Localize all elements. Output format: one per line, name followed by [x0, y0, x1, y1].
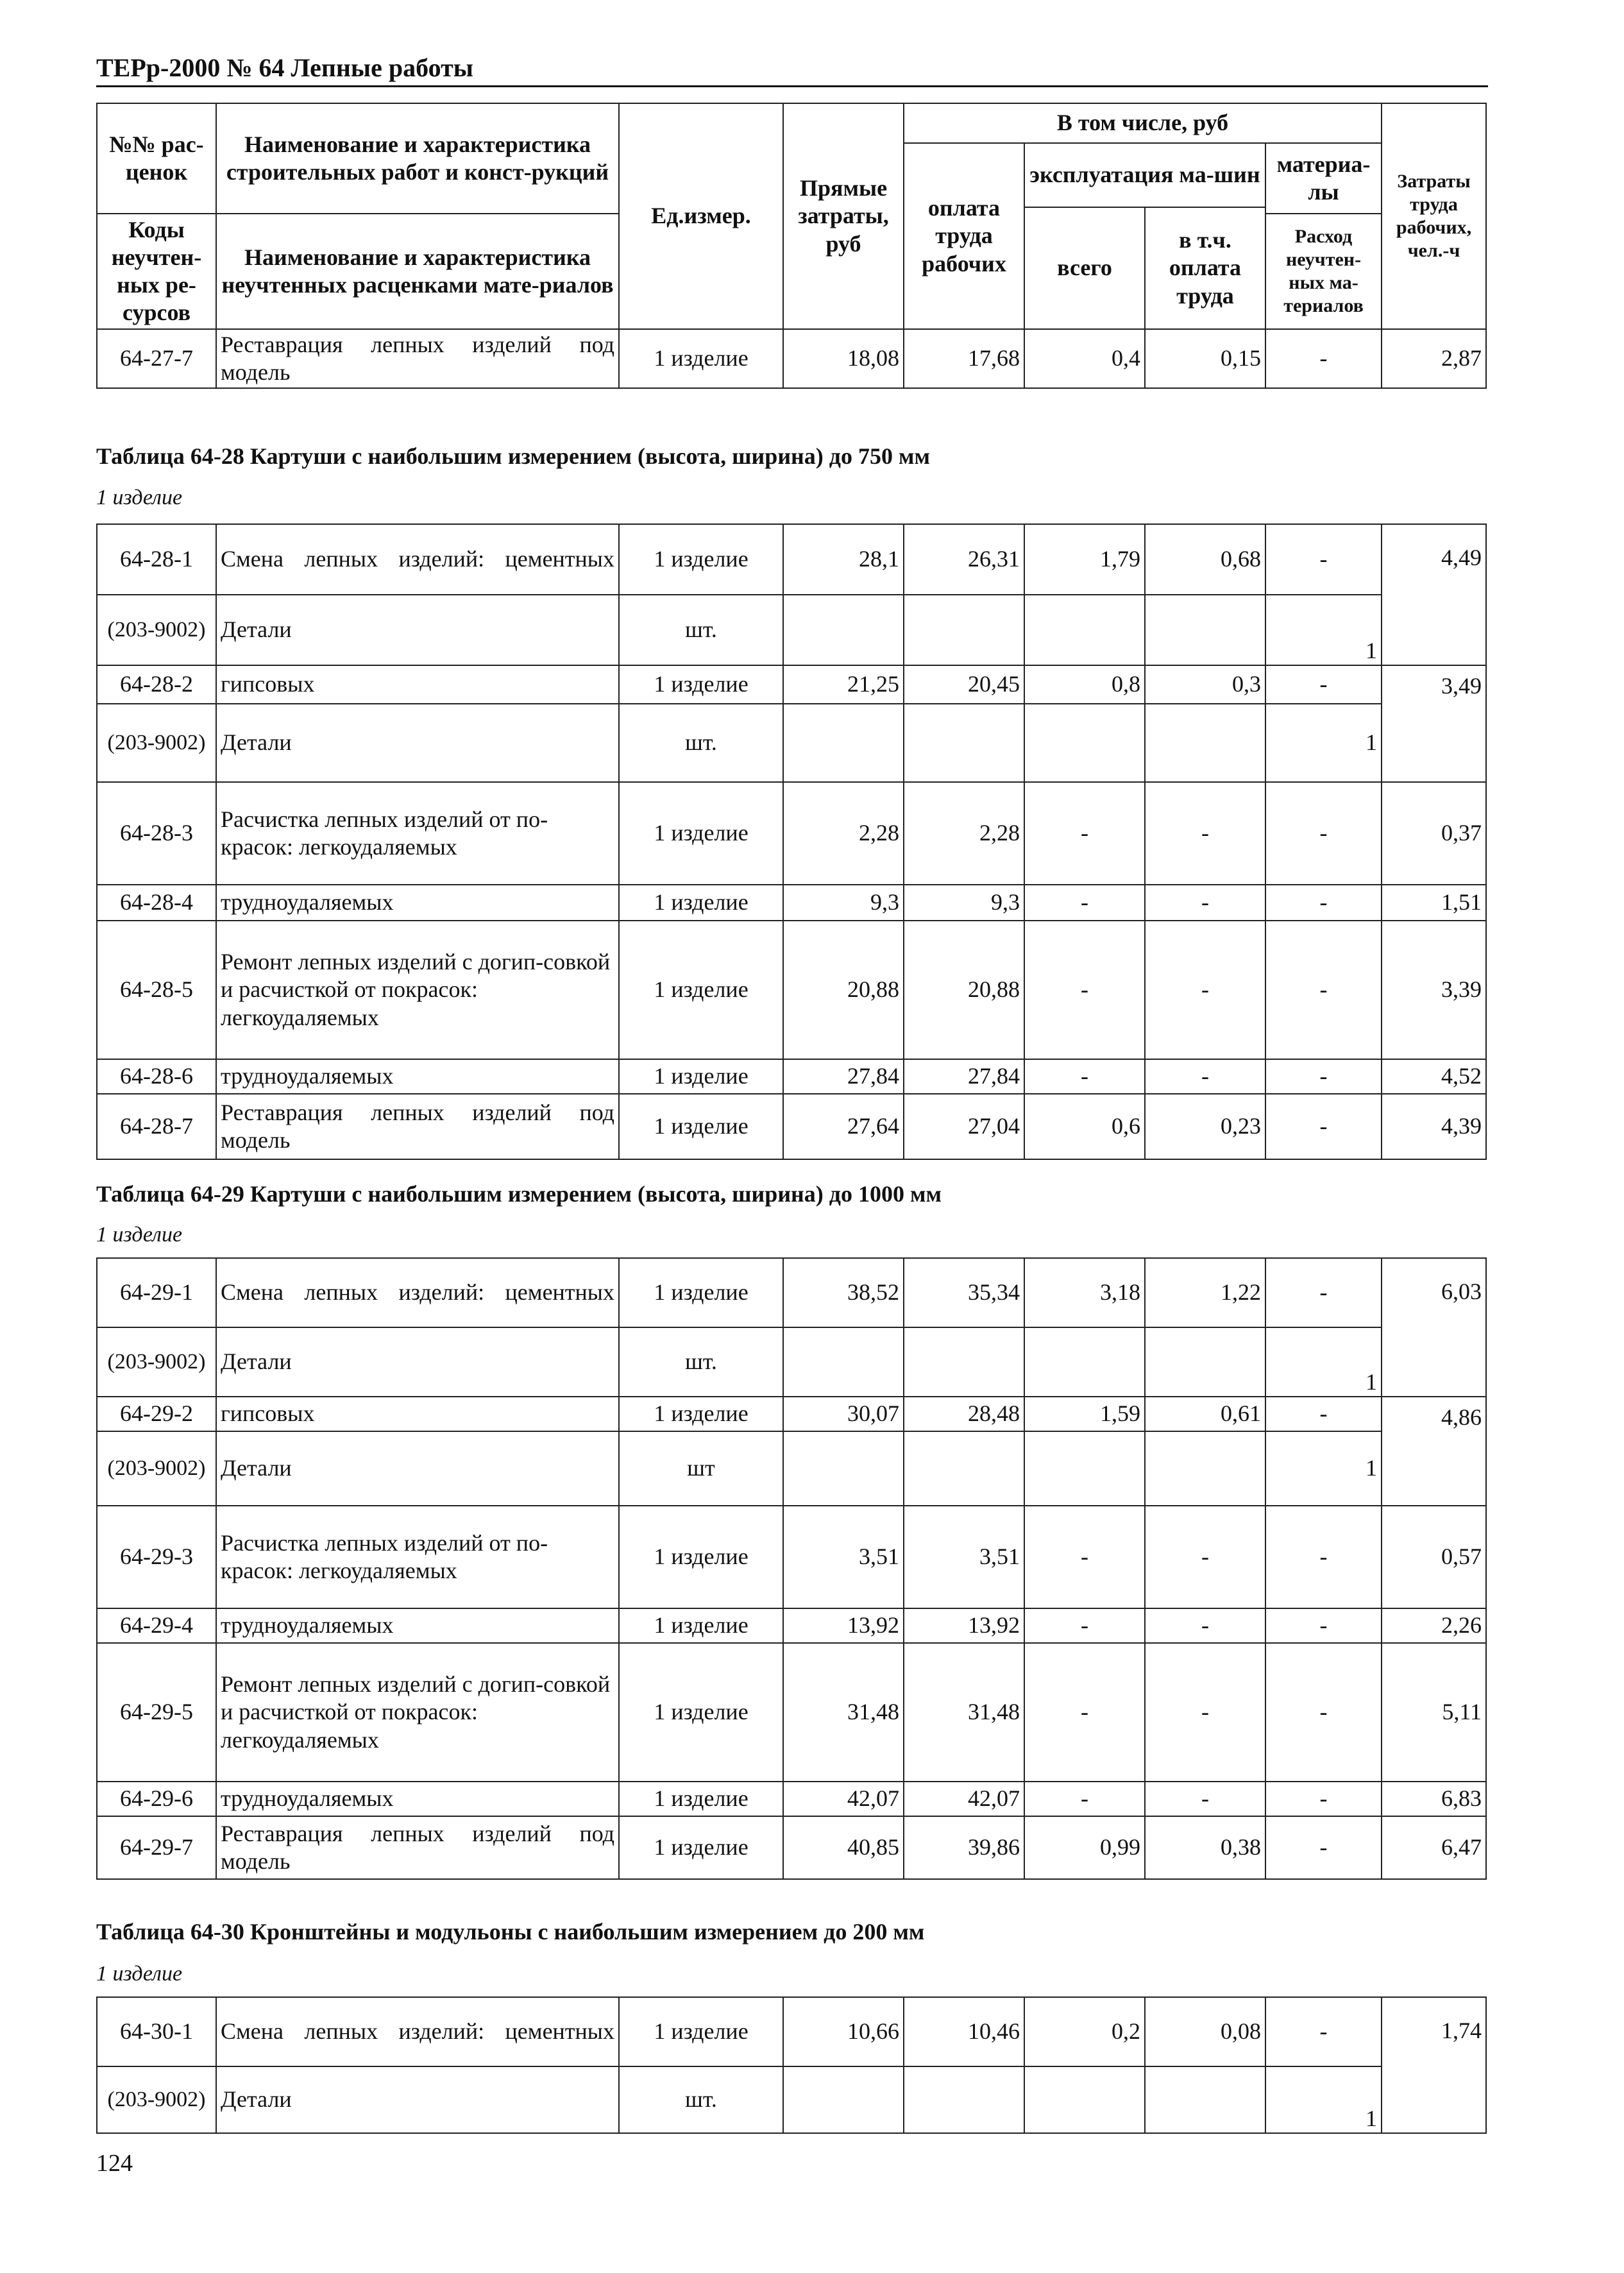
work-name: Смена лепных изделий: цементных [216, 524, 619, 595]
rate-code: 64-28-2 [97, 665, 216, 704]
work-name: Смена лепных изделий: цементных [216, 1258, 619, 1327]
table-row [97, 595, 1486, 665]
work-name: Смена лепных изделий: цементных [216, 1997, 619, 2066]
rate-code: 64-28-6 [97, 1059, 216, 1094]
unit: 1 изделие [619, 921, 783, 1059]
machine-cost: 0,8 [1024, 665, 1145, 704]
work-name: гипсовых [216, 1397, 619, 1431]
direct-cost: 30,07 [783, 1397, 904, 1431]
material-cost: - [1265, 1506, 1382, 1608]
col-code-header: №№ рас-ценок [97, 103, 216, 214]
work-name: Расчистка лепных изделий от по-красок: легкоудаляемых [216, 1506, 619, 1608]
table-row [97, 1643, 1486, 1782]
labor-cost: 10,46 [904, 1997, 1024, 2066]
labor-cost: 27,04 [904, 1094, 1024, 1159]
col-material-name-header: Наименование и характеристика неучтенных расценками мате-риалов [216, 214, 619, 329]
labor-cost: 28,48 [904, 1397, 1024, 1431]
table-row [97, 1258, 1486, 1327]
labor-cost: 20,45 [904, 665, 1024, 704]
table-row [97, 885, 1486, 921]
rate-code: 64-29-3 [97, 1506, 216, 1608]
labor-hours: 1,51 [1382, 885, 1486, 921]
labor-cost: 17,68 [904, 329, 1024, 388]
labor-hours: 0,57 [1382, 1506, 1486, 1608]
page-number: 124 [96, 2150, 133, 2177]
page-header: ТЕРр-2000 № 64 Лепные работы [96, 53, 1488, 87]
machine-cost: - [1024, 782, 1145, 885]
direct-cost: 27,64 [783, 1094, 904, 1159]
direct-cost: 42,07 [783, 1782, 904, 1816]
material-cost: - [1265, 1258, 1382, 1327]
labor-hours: 3,39 [1382, 921, 1486, 1059]
material-qty: 1 [1265, 704, 1382, 782]
col-resource-code-header: Коды неучтен-ных ре-сурсов [97, 214, 216, 329]
labor-hours: 6,03 [1382, 1258, 1486, 1397]
labor-cost: 42,07 [904, 1782, 1024, 1816]
table-64-29 [96, 1257, 1487, 1880]
machine-cost: 0,99 [1024, 1816, 1145, 1879]
table-unit: 1 изделие [96, 486, 183, 509]
material-cost: - [1265, 665, 1382, 704]
col-machines-labor-header: в т.ч. оплата труда [1145, 207, 1265, 329]
work-name: гипсовых [216, 665, 619, 704]
machine-labor-cost: - [1145, 1059, 1265, 1094]
material-cost: - [1265, 1397, 1382, 1431]
machine-cost: - [1024, 1782, 1145, 1816]
col-materials-header: материа-лы [1265, 143, 1382, 214]
table-title: Таблица 64-30 Кронштейны и модульоны с наибольшим измерением до 200 мм [96, 1919, 925, 1945]
table-unit: 1 изделие [96, 1223, 183, 1247]
work-name: трудноудаляемых [216, 885, 619, 921]
table-row [97, 921, 1486, 1059]
direct-cost: 38,52 [783, 1258, 904, 1327]
material-qty: 1 [1265, 595, 1382, 665]
unit: 1 изделие [619, 782, 783, 885]
unit: 1 изделие [619, 329, 783, 388]
col-labor-header: оплата труда рабочих [904, 143, 1024, 329]
direct-cost: 9,3 [783, 885, 904, 921]
direct-cost: 20,88 [783, 921, 904, 1059]
labor-hours: 4,39 [1382, 1094, 1486, 1159]
work-name: Ремонт лепных изделий с догип-совкой и расчисткой от покрасок: легкоудаляемых [216, 921, 619, 1059]
col-unit-header: Ед.измер. [619, 103, 783, 329]
material-name: Детали [216, 595, 619, 665]
work-name: Реставрация лепных изделий под модель [216, 1816, 619, 1879]
labor-hours: 2,26 [1382, 1608, 1486, 1643]
material-cost: - [1265, 1094, 1382, 1159]
table-unit: 1 изделие [96, 1962, 183, 1986]
labor-cost: 2,28 [904, 782, 1024, 885]
machine-labor-cost: 0,08 [1145, 1997, 1265, 2066]
table-64-28 [96, 524, 1487, 1160]
material-cost: - [1265, 524, 1382, 595]
rate-code: 64-28-3 [97, 782, 216, 885]
resource-code: (203-9002) [97, 2066, 216, 2133]
material-name: Детали [216, 704, 619, 782]
rate-code: 64-29-2 [97, 1397, 216, 1431]
direct-cost: 2,28 [783, 782, 904, 885]
table-row [97, 1094, 1486, 1159]
unit: 1 изделие [619, 524, 783, 595]
labor-cost: 35,34 [904, 1258, 1024, 1327]
labor-cost: 27,84 [904, 1059, 1024, 1094]
unit: 1 изделие [619, 1059, 783, 1094]
table-row [97, 329, 1486, 388]
direct-cost: 31,48 [783, 1643, 904, 1782]
work-name: Реставрация лепных изделий под модель [216, 329, 619, 388]
table-row [97, 665, 1486, 704]
unit: 1 изделие [619, 1506, 783, 1608]
col-name-header: Наименование и характеристика строительных работ и конст-рукций [216, 103, 619, 214]
table-row [97, 1997, 1486, 2066]
unit: 1 изделие [619, 1397, 783, 1431]
rate-code: 64-29-4 [97, 1608, 216, 1643]
rate-code: 64-27-7 [97, 329, 216, 388]
table-row [97, 1397, 1486, 1431]
labor-hours: 0,37 [1382, 782, 1486, 885]
col-machines-total-header: всего [1024, 207, 1145, 329]
material-cost: - [1265, 329, 1382, 388]
work-name: Реставрация лепных изделий под модель [216, 1094, 619, 1159]
machine-cost: - [1024, 1059, 1145, 1094]
machine-cost: 1,79 [1024, 524, 1145, 595]
machine-cost: 1,59 [1024, 1397, 1145, 1431]
machine-cost: 3,18 [1024, 1258, 1145, 1327]
table-title: Таблица 64-28 Картуши с наибольшим измерением (высота, ширина) до 750 мм [96, 443, 931, 469]
rate-code: 64-29-7 [97, 1816, 216, 1879]
machine-labor-cost: 0,38 [1145, 1816, 1265, 1879]
unit: шт. [619, 2066, 783, 2133]
table-row [97, 1782, 1486, 1816]
machine-labor-cost: - [1145, 921, 1265, 1059]
rate-code: 64-28-7 [97, 1094, 216, 1159]
labor-cost: 9,3 [904, 885, 1024, 921]
table-row [97, 1506, 1486, 1608]
rate-code: 64-30-1 [97, 1997, 216, 2066]
direct-cost: 13,92 [783, 1608, 904, 1643]
unit: 1 изделие [619, 1258, 783, 1327]
machine-cost: - [1024, 921, 1145, 1059]
material-cost: - [1265, 782, 1382, 885]
machine-cost: - [1024, 1608, 1145, 1643]
table-64-30 [96, 1996, 1487, 2134]
resource-code: (203-9002) [97, 1327, 216, 1397]
labor-cost: 39,86 [904, 1816, 1024, 1879]
material-cost: - [1265, 1997, 1382, 2066]
direct-cost: 18,08 [783, 329, 904, 388]
unit: 1 изделие [619, 1816, 783, 1879]
table-row [97, 524, 1486, 595]
unit: шт. [619, 1327, 783, 1397]
direct-cost: 10,66 [783, 1997, 904, 2066]
direct-cost: 40,85 [783, 1816, 904, 1879]
col-materials-sub-header: Расход неучтен-ных ма-териалов [1265, 214, 1382, 329]
material-qty: 1 [1265, 1431, 1382, 1506]
unit: 1 изделие [619, 1643, 783, 1782]
machine-labor-cost: - [1145, 885, 1265, 921]
table-row [97, 1431, 1486, 1506]
resource-code: (203-9002) [97, 1431, 216, 1506]
material-cost: - [1265, 1608, 1382, 1643]
labor-hours: 5,11 [1382, 1643, 1486, 1782]
unit: 1 изделие [619, 1094, 783, 1159]
rate-code: 64-29-1 [97, 1258, 216, 1327]
work-name: Расчистка лепных изделий от по-красок: легкоудаляемых [216, 782, 619, 885]
table-row [97, 782, 1486, 885]
labor-hours: 4,49 [1382, 524, 1486, 665]
labor-hours: 1,74 [1382, 1997, 1486, 2133]
machine-labor-cost: - [1145, 1782, 1265, 1816]
rate-code: 64-29-5 [97, 1643, 216, 1782]
labor-cost: 31,48 [904, 1643, 1024, 1782]
material-cost: - [1265, 1643, 1382, 1782]
machine-labor-cost: 0,61 [1145, 1397, 1265, 1431]
table-row [97, 1816, 1486, 1879]
unit: 1 изделие [619, 885, 783, 921]
material-qty: 1 [1265, 2066, 1382, 2133]
rate-code: 64-28-1 [97, 524, 216, 595]
material-cost: - [1265, 1816, 1382, 1879]
labor-hours: 4,52 [1382, 1059, 1486, 1094]
machine-cost: - [1024, 1643, 1145, 1782]
material-cost: - [1265, 921, 1382, 1059]
machine-labor-cost: - [1145, 1506, 1265, 1608]
labor-cost: 13,92 [904, 1608, 1024, 1643]
labor-hours: 4,86 [1382, 1397, 1486, 1506]
rate-code: 64-28-5 [97, 921, 216, 1059]
material-name: Детали [216, 1327, 619, 1397]
unit: 1 изделие [619, 1782, 783, 1816]
work-name: трудноудаляемых [216, 1059, 619, 1094]
machine-labor-cost: 0,15 [1145, 329, 1265, 388]
col-direct-header: Прямые затраты, руб [783, 103, 904, 329]
material-qty: 1 [1265, 1327, 1382, 1397]
material-name: Детали [216, 2066, 619, 2133]
unit: 1 изделие [619, 665, 783, 704]
header-table [96, 103, 1487, 389]
labor-cost: 3,51 [904, 1506, 1024, 1608]
work-name: трудноудаляемых [216, 1782, 619, 1816]
labor-hours: 6,83 [1382, 1782, 1486, 1816]
material-name: Детали [216, 1431, 619, 1506]
direct-cost: 27,84 [783, 1059, 904, 1094]
direct-cost: 21,25 [783, 665, 904, 704]
rate-code: 64-28-4 [97, 885, 216, 921]
machine-cost: 0,6 [1024, 1094, 1145, 1159]
resource-code: (203-9002) [97, 595, 216, 665]
direct-cost: 3,51 [783, 1506, 904, 1608]
labor-cost: 26,31 [904, 524, 1024, 595]
col-hours-header: Затраты труда рабочих, чел.-ч [1382, 103, 1486, 329]
col-machines-header: эксплуатация ма-шин [1024, 143, 1265, 207]
direct-cost: 28,1 [783, 524, 904, 595]
unit: шт. [619, 704, 783, 782]
table-row [97, 2066, 1486, 2133]
machine-cost: - [1024, 1506, 1145, 1608]
machine-labor-cost: 0,3 [1145, 665, 1265, 704]
table-row [97, 1327, 1486, 1397]
col-incl-header: В том числе, руб [904, 103, 1382, 143]
machine-labor-cost: 1,22 [1145, 1258, 1265, 1327]
machine-labor-cost: - [1145, 1643, 1265, 1782]
unit: шт [619, 1431, 783, 1506]
rate-code: 64-29-6 [97, 1782, 216, 1816]
table-row [97, 1608, 1486, 1643]
machine-labor-cost: 0,23 [1145, 1094, 1265, 1159]
work-name: трудноудаляемых [216, 1608, 619, 1643]
table-row [97, 704, 1486, 782]
material-cost: - [1265, 1059, 1382, 1094]
unit: 1 изделие [619, 1608, 783, 1643]
machine-cost: 0,4 [1024, 329, 1145, 388]
machine-labor-cost: - [1145, 782, 1265, 885]
machine-cost: - [1024, 885, 1145, 921]
unit: шт. [619, 595, 783, 665]
labor-hours: 6,47 [1382, 1816, 1486, 1879]
machine-labor-cost: 0,68 [1145, 524, 1265, 595]
work-name: Ремонт лепных изделий с догип-совкой и расчисткой от покрасок: легкоудаляемых [216, 1643, 619, 1782]
material-cost: - [1265, 1782, 1382, 1816]
table-row [97, 1059, 1486, 1094]
unit: 1 изделие [619, 1997, 783, 2066]
labor-cost: 20,88 [904, 921, 1024, 1059]
labor-hours: 2,87 [1382, 329, 1486, 388]
machine-cost: 0,2 [1024, 1997, 1145, 2066]
machine-labor-cost: - [1145, 1608, 1265, 1643]
resource-code: (203-9002) [97, 704, 216, 782]
material-cost: - [1265, 885, 1382, 921]
labor-hours: 3,49 [1382, 665, 1486, 782]
table-title: Таблица 64-29 Картуши с наибольшим измерением (высота, ширина) до 1000 мм [96, 1181, 942, 1207]
